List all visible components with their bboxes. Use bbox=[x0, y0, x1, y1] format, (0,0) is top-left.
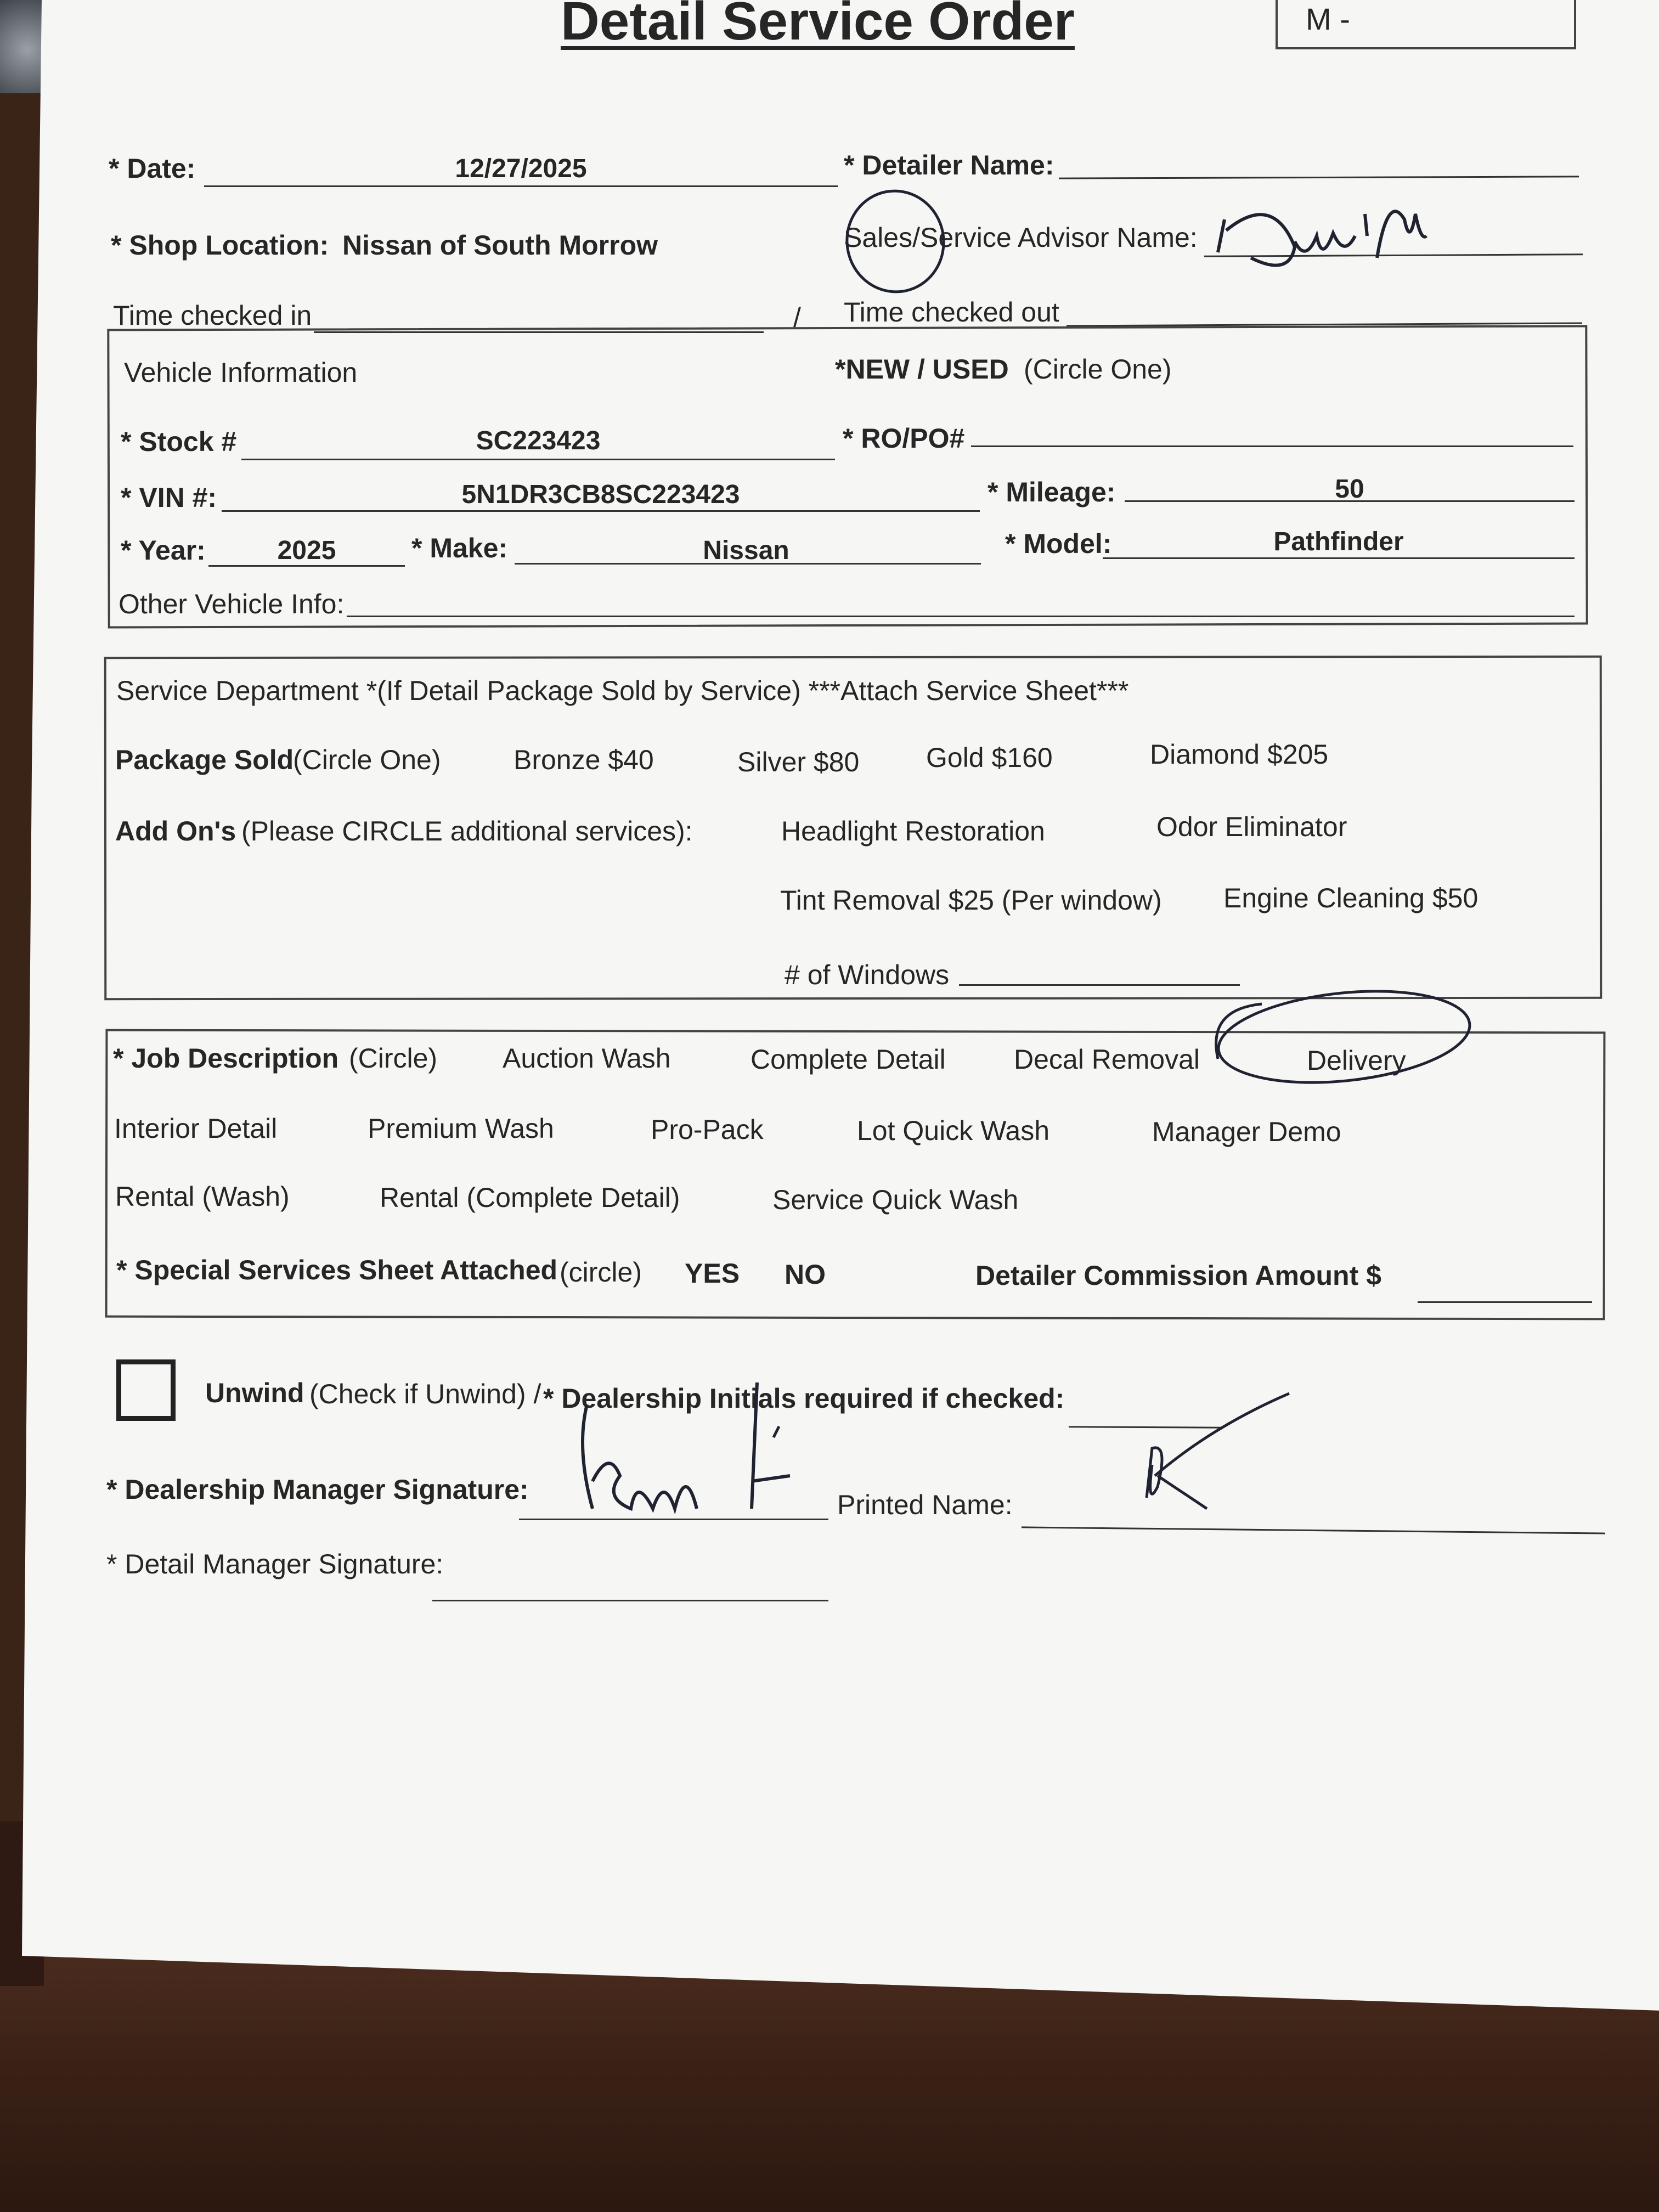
package-gold[interactable]: Gold $160 bbox=[926, 742, 1053, 773]
form-title: Detail Service Order bbox=[561, 0, 1075, 51]
package-sold-note: (Circle One) bbox=[293, 744, 441, 775]
mileage-label: * Mileage: bbox=[988, 477, 1116, 507]
new-used-note: (Circle One) bbox=[1024, 354, 1172, 385]
job-auction-wash[interactable]: Auction Wash bbox=[503, 1043, 671, 1074]
addon-headlight[interactable]: Headlight Restoration bbox=[781, 816, 1045, 847]
job-premium-wash[interactable]: Premium Wash bbox=[368, 1113, 554, 1144]
vin-label: * VIN #: bbox=[121, 482, 217, 513]
year-value[interactable]: 2025 bbox=[277, 536, 336, 565]
addon-tint[interactable]: Tint Removal $25 (Per window) bbox=[780, 885, 1162, 916]
commission-line[interactable] bbox=[1418, 1301, 1592, 1303]
time-separator: / bbox=[793, 302, 801, 333]
make-value[interactable]: Nissan bbox=[703, 536, 789, 565]
detailer-name-label: * Detailer Name: bbox=[844, 150, 1054, 180]
vin-line bbox=[222, 510, 980, 512]
windows-line[interactable] bbox=[959, 984, 1240, 986]
job-manager-demo[interactable]: Manager Demo bbox=[1152, 1116, 1341, 1147]
job-pro-pack[interactable]: Pro-Pack bbox=[651, 1114, 764, 1145]
model-value[interactable]: Pathfinder bbox=[1273, 527, 1404, 556]
stock-label: * Stock # bbox=[121, 426, 237, 457]
special-services-note: (circle) bbox=[560, 1257, 642, 1288]
date-value[interactable]: 12/27/2025 bbox=[455, 154, 587, 183]
job-service-quick-wash[interactable]: Service Quick Wash bbox=[772, 1184, 1019, 1215]
vehicle-info-title: Vehicle Information bbox=[124, 357, 358, 388]
stock-line bbox=[241, 459, 835, 460]
other-vehicle-info-line[interactable] bbox=[347, 616, 1575, 617]
delivery-circle-mark bbox=[1196, 988, 1492, 1097]
unwind-checkbox[interactable] bbox=[116, 1359, 176, 1421]
special-services-label: * Special Services Sheet Attached bbox=[116, 1255, 558, 1285]
unwind-label: Unwind bbox=[205, 1378, 304, 1408]
addons-label: Add On's bbox=[115, 816, 236, 847]
other-vehicle-info-label: Other Vehicle Info: bbox=[119, 589, 345, 619]
vin-value[interactable]: 5N1DR3CB8SC223423 bbox=[461, 480, 740, 509]
manager-signature bbox=[571, 1383, 801, 1536]
time-out-label: Time checked out bbox=[844, 297, 1059, 328]
job-decal-removal[interactable]: Decal Removal bbox=[1014, 1044, 1200, 1075]
date-label: * Date: bbox=[109, 153, 196, 184]
addons-note: (Please CIRCLE additional services): bbox=[241, 816, 693, 847]
ro-po-line[interactable] bbox=[971, 445, 1573, 447]
job-rental-wash[interactable]: Rental (Wash) bbox=[115, 1181, 290, 1212]
addon-odor[interactable]: Odor Eliminator bbox=[1156, 811, 1347, 842]
job-rental-complete[interactable]: Rental (Complete Detail) bbox=[380, 1182, 680, 1213]
package-sold-label: Package Sold bbox=[115, 744, 294, 775]
dealership-manager-signature-label: * Dealership Manager Signature: bbox=[106, 1474, 529, 1505]
year-label: * Year: bbox=[121, 535, 206, 566]
printed-name-label: Printed Name: bbox=[837, 1489, 1013, 1520]
job-description-label: * Job Description bbox=[113, 1043, 339, 1074]
shop-location-label: * Shop Location: bbox=[111, 230, 329, 261]
commission-label: Detailer Commission Amount $ bbox=[975, 1260, 1381, 1291]
windows-label: # of Windows bbox=[785, 960, 950, 990]
detail-manager-signature-line[interactable] bbox=[432, 1600, 828, 1601]
printed-name-initials bbox=[1130, 1383, 1295, 1525]
date-line bbox=[204, 185, 838, 187]
mileage-value[interactable]: 50 bbox=[1335, 475, 1364, 504]
unwind-note: (Check if Unwind) / bbox=[309, 1379, 541, 1409]
package-diamond[interactable]: Diamond $205 bbox=[1150, 739, 1329, 770]
job-delivery[interactable]: Delivery bbox=[1307, 1045, 1406, 1076]
package-silver[interactable]: Silver $80 bbox=[737, 747, 860, 777]
service-heading: Service Department *(If Detail Package Sold by Service) ***Attach Service Sheet*** bbox=[116, 675, 1129, 706]
advisor-name-label: Sales/Service Advisor Name: bbox=[844, 222, 1198, 253]
stock-value[interactable]: SC223423 bbox=[476, 426, 601, 455]
special-services-yes[interactable]: YES bbox=[685, 1258, 740, 1289]
package-bronze[interactable]: Bronze $40 bbox=[514, 744, 654, 775]
dealership-initials-label: * Dealership Initials required if checked: bbox=[543, 1383, 1065, 1414]
detail-manager-signature-label: * Detail Manager Signature: bbox=[106, 1549, 444, 1579]
new-used-label[interactable]: *NEW / USED bbox=[835, 354, 1009, 385]
job-interior-detail[interactable]: Interior Detail bbox=[114, 1113, 278, 1144]
order-prefix: M - bbox=[1306, 2, 1350, 36]
job-lot-quick-wash[interactable]: Lot Quick Wash bbox=[857, 1115, 1050, 1146]
model-label: * Model: bbox=[1005, 528, 1112, 559]
special-services-no[interactable]: NO bbox=[785, 1259, 826, 1290]
model-line bbox=[1103, 557, 1575, 559]
time-in-label: Time checked in bbox=[113, 300, 312, 331]
addon-engine[interactable]: Engine Cleaning $50 bbox=[1223, 883, 1479, 913]
shop-location-value[interactable]: Nissan of South Morrow bbox=[342, 230, 658, 261]
job-description-note: (Circle) bbox=[349, 1043, 438, 1074]
make-label: * Make: bbox=[411, 533, 508, 563]
ro-po-label: * RO/PO# bbox=[843, 423, 965, 454]
job-complete-detail[interactable]: Complete Detail bbox=[751, 1044, 946, 1075]
advisor-handwriting bbox=[834, 181, 1481, 307]
